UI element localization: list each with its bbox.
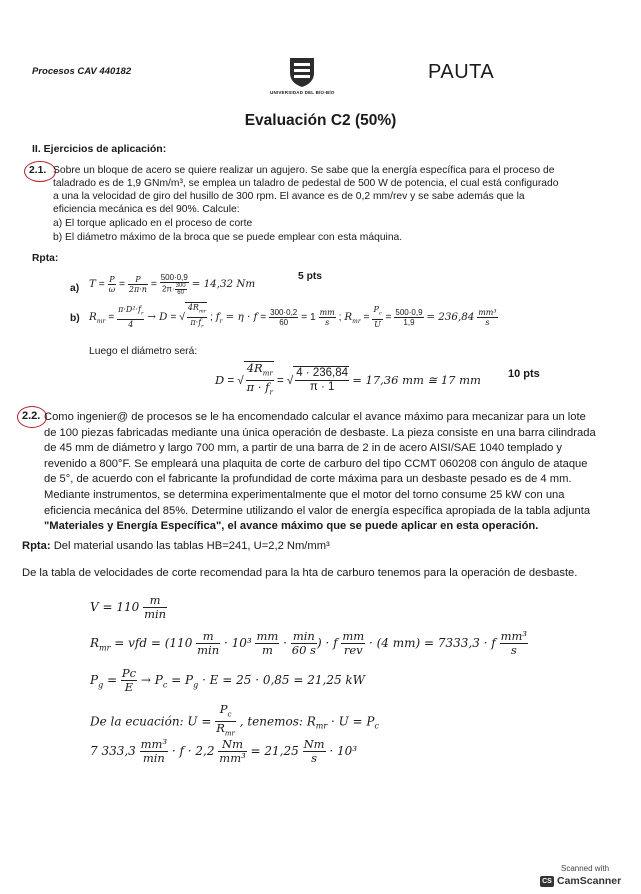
question-text-line: revenido a 800°F. Se empleará una plaquita de corte de carburo del tipo CCMT 060208 con ángulo de ataque (44, 457, 588, 470)
ecuacion-lead: De la ecuación: (90, 714, 184, 729)
question-text-line: de 100 piezas fabricadas mediante una única operación de desbaste. La pieza consiste en una barra cilindrada (44, 426, 596, 439)
final-lead: 7 333,3 (90, 744, 136, 758)
camscanner-watermark (540, 864, 630, 887)
tabla-text: De la tabla de velocidades de corte recomendad para la hta de carburo tenemos para la operación de desbaste. (22, 567, 578, 579)
camscanner-logo-icon: CS (540, 876, 554, 887)
question-text-line: a una la velocidad de giro del husillo de 300 rpm. El avance es de 0,2 mm/rev y se sabe además que la (53, 191, 525, 202)
diameter-result: = 17,36 mm ≅ 17 mm (352, 372, 481, 387)
answer-a-label: a) (70, 283, 80, 294)
question-text-line: Mediante instrumentos, se determina experimentalmente que el motor del torno consume 25 kW con una (44, 488, 565, 501)
rpta-2-line (22, 540, 330, 552)
rpta-text: Del material usando las tablas HB=241, U=2,2 Nm/mm³ (50, 540, 330, 552)
question-number: 2.2. (22, 410, 41, 422)
rpta-label: Rpta: (22, 540, 51, 552)
power-result: = 21,25 kW (293, 673, 366, 687)
section-heading: II. Ejercicios de aplicación: (32, 143, 167, 155)
final-tail: · 10³ (329, 744, 358, 758)
rmr-2-result: = 7333,3 · f (423, 636, 496, 650)
page-title: Evaluación C2 (50%) (244, 112, 397, 129)
question-text-line: "Materiales y Energía Específica", el avance máximo que se puede aplicar en esta operación. (44, 520, 539, 533)
points-b: 10 pts (508, 368, 540, 380)
question-text-line: eficiencia mecánica es del 90%. Calcule: (53, 204, 240, 215)
question-text-line: eficiencia mecánica del 85%. Determine utilizando el valor de energía específica apropiada de la tabla adjunta (44, 504, 591, 517)
diameter-equation: D = √ $\frac{4R_{mr}}{\pi \cdot f_r}$ = √ $\frac{4 \cdot 236,84}{\pi \cdot 1}$ = 17,36 mm ≅ 17 mm (215, 361, 481, 400)
sub-question-b: b) El diámetro máximo de la broca que se puede emplear con esta máquina. (53, 232, 403, 243)
answer-b-label: b) (70, 313, 80, 324)
rpta-label: Rpta: (32, 253, 59, 264)
sub-question-a: a) El torque aplicado en el proceso de corte (53, 218, 253, 229)
pauta-label: PAUTA (428, 61, 495, 83)
torque-equation: T = $\frac{P}{\omega}$ = $\frac{P}{2\pi\cdot n}$ = 500·0,9 2π· $\frac{300}{60}$ = 14,32 Nm (89, 273, 256, 296)
university-name: UNIVERSIDAD DEL BÍO-BÍO (270, 90, 335, 95)
question-text-line: taladrado es de 1,9 GNm/m³, se emplea un taladro de pedestal de 500 W de potencia, el cual está configurado (53, 178, 559, 189)
diameter-chain-equation: $R_{mr}$ = $\frac{\pi\cdot D^2\cdot f_r}{4}$ → D = √ $\frac{4R_{mr}}{\pi\cdot f_r}$ ; $f_r = \eta \cdot f$ = $\frac{300\cdot 0,2}{60}$ = 1 $\frac{mm}{s}$ ; $R_{mr}$ = $\frac{P_c}{U}$ = $\frac{500\cdot 0,9}{1,9}$ = 236,84 $\frac{\text{mm³}}{s}$ (89, 303, 497, 330)
question-number: 2.1. (29, 165, 47, 176)
question-text-line: de 45 mm de diámetro y largo 700 mm, a partir de una barra de 2 in de acero AISI/SAE 1040 templado y (44, 442, 563, 455)
scanned-with-text: Scanned with (560, 864, 610, 873)
question-text-line: Como ingenier@ de procesos se le ha encomendado calcular el avance máximo para mecanizar para un lote (44, 411, 586, 423)
power-equation: $P_g$ = $\frac{Pc}{E}$ → $P_c = P_g \cdot E = 25 \cdot 0,85 = 21,25$ kW (90, 666, 366, 694)
points-a: 5 pts (298, 271, 323, 282)
question-text-line: de 5°, de acuerdo con el fabricante la profundidad de corte máxima para un desbaste pesado es de 4 mm. (44, 473, 572, 486)
course-code: Procesos CAV 440182 (32, 66, 132, 77)
camscanner-name: CamScanner (557, 875, 622, 887)
question-2-text (44, 410, 596, 535)
velocity-equation: V = 110 $\frac{m}{\min}$ (90, 593, 167, 621)
rmr-result: = 236,84 (426, 310, 475, 323)
luego-text: Luego el diámetro será: (89, 346, 198, 357)
ecuacion-mid: , tenemos: (239, 714, 303, 729)
final-equation: 7 333,3 $\frac{\text{mm³}}{\min}$ · f · 2,2 $\frac{Nm}{\text{mm³}}$ = 21,25 $\frac{Nm}{s}$ · 10³ (90, 737, 358, 765)
university-crest-icon (284, 55, 320, 89)
question-text-line: Sobre un bloque de acero se quiere realizar un agujero. Se sabe que la energía específica para el proceso de (53, 165, 555, 176)
rmr-equation: $R_{mr}$ = vfd = (110 $\frac{m}{\min}$ · 10³ $\frac{mm}{m}$ · $\frac{\min}{60 s}$ ) · f $\frac{mm}{\text{rev}}$ · (4 mm) = 7333,3 · f $\frac{\text{mm³}}{s}$ (90, 629, 527, 657)
torque-result: = 14,32 Nm (191, 278, 256, 291)
final-mid: = 21,25 (250, 744, 299, 758)
ecuacion-line: De la ecuación: U = $\frac{P_c}{R_{mr}}$ , tenemos: $R_{mr} \cdot U = P_c$ (90, 702, 379, 738)
